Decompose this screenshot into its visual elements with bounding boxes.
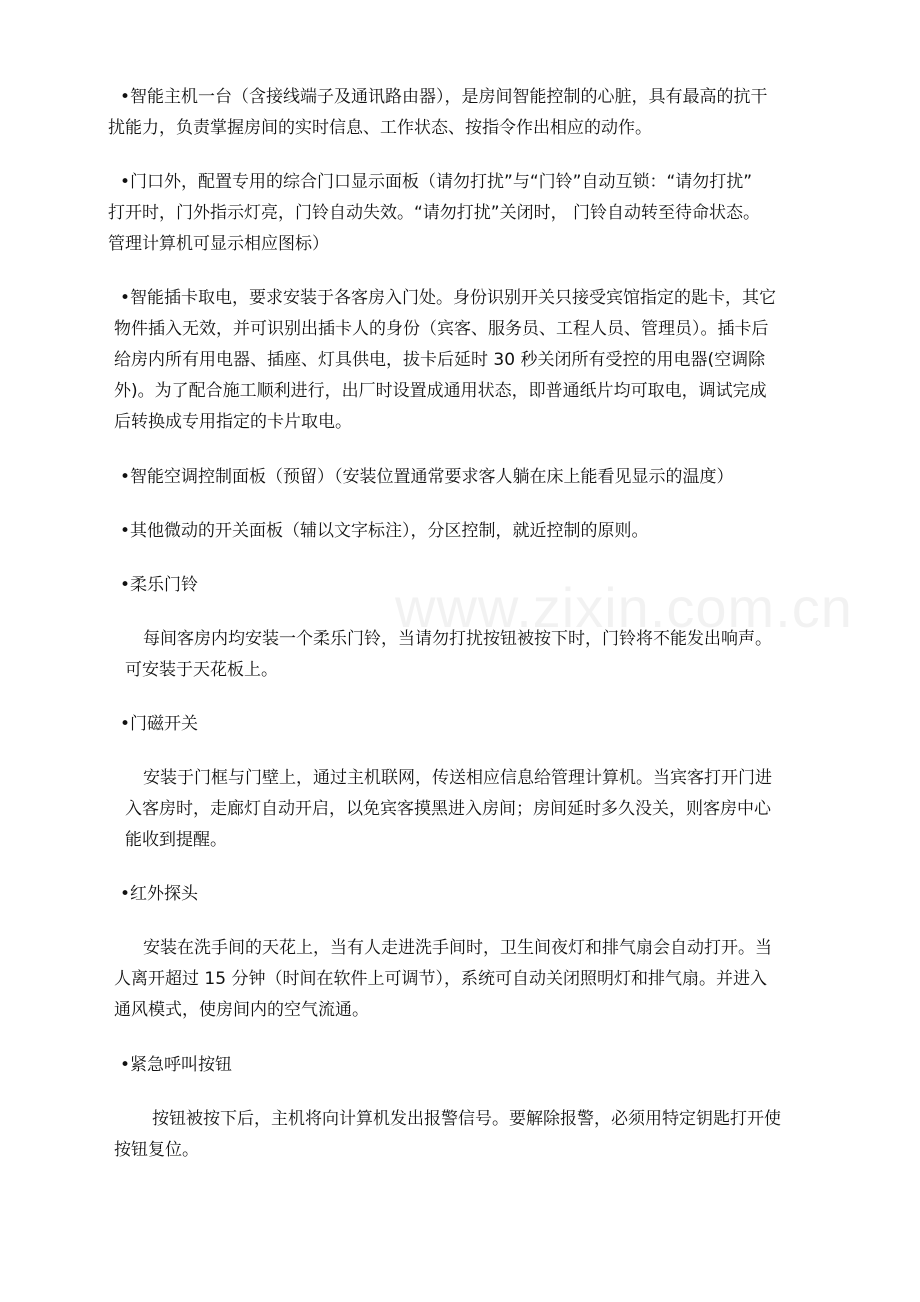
text-line: 人离开超过 15 分钟（时间在软件上可调节），系统可自动关闭照明灯和排气扇。并进入 [114,969,767,989]
paragraph-smart-host [108,82,768,144]
text-line: 管理计算机可显示相应图标） [108,234,329,254]
paragraph-door-magnet [125,763,772,856]
paragraph-infrared [114,933,772,1026]
text-line: 物件插入无效，并可识别出插卡人的身份（宾客、服务员、工程人员、管理员）。插卡后 [114,319,769,339]
watermark: www.zixin.com.cn [395,576,853,639]
text-line: 给房内所有用电器、插座、灯具供电，拔卡后延时 30 秒关闭所有受控的用电器(空调除 [114,350,766,370]
text-line: •智能主机一台（含接线端子及通讯路由器），是房间智能控制的心脏，具有最高的抗干 [120,87,768,107]
text-line: 安装于门框与门壁上，通过主机联网，传送相应信息给管理计算机。当宾客打开门进 [143,768,772,788]
text-line: 能收到提醒。 [125,830,227,850]
text-line: 入客房时，走廊灯自动开启，以免宾客摸黑进入房间；房间延时多久没关，则客房中心 [125,799,771,819]
paragraph-door-panel [108,167,761,260]
text-line: •门口外，配置专用的综合门口显示面板（请勿打扰”与“门铃”自动互锁：“请勿打扰” [120,172,753,192]
text-line: 按钮复位。 [114,1140,199,1160]
heading-door-magnet [120,709,198,740]
paragraph-doorbell [125,624,772,686]
heading-doorbell [120,570,198,601]
text-line: 按钮被按下后，主机将向计算机发出报警信号。要解除报警，必须用特定钥匙打开使 [152,1109,781,1129]
text-line: •其他微动的开关面板（辅以文字标注），分区控制，就近控制的原则。 [120,521,649,541]
text-line: 打开时，门外指示灯亮，门铃自动失效。“请勿打扰”关闭时， 门铃自动转至待命状态。 [108,203,761,223]
paragraph-ac-panel [120,462,734,493]
text-line: 外)。为了配合施工顺利进行，出厂时设置成通用状态，即普通纸片均可取电，调试完成 [114,381,767,401]
heading-infrared [120,879,198,910]
text-line: 扰能力，负责掌握房间的实时信息、工作状态、按指令作出相应的动作。 [108,118,652,138]
text-line: 后转换成专用指定的卡片取电。 [114,412,352,432]
text-line: 通风模式，使房间内的空气流通。 [114,1000,369,1020]
text-line: •智能插卡取电，要求安装于各客房入门处。身份识别开关只接受宾馆指定的匙卡，其它 [120,288,777,308]
paragraph-emergency [114,1104,781,1166]
text-line: 安装在洗手间的天花上，当有人走进洗手间时，卫生间夜灯和排气扇会自动打开。当 [143,938,772,958]
text-line: 可安装于天花板上。 [125,660,278,680]
text-line: 每间客房内均安装一个柔乐门铃，当请勿打扰按钮被按下时，门铃将不能发出响声。 [143,629,772,649]
text-line: •智能空调控制面板（预留）（安装位置通常要求客人躺在床上能看见显示的温度） [120,467,734,487]
text-line: •柔乐门铃 [120,575,199,595]
paragraph-card-power [114,283,776,438]
text-line: •紧急呼叫按钮 [120,1055,233,1075]
text-line: •门磁开关 [120,714,199,734]
paragraph-switch-panels [120,516,649,547]
text-line: •红外探头 [120,884,199,904]
heading-emergency [120,1050,232,1081]
